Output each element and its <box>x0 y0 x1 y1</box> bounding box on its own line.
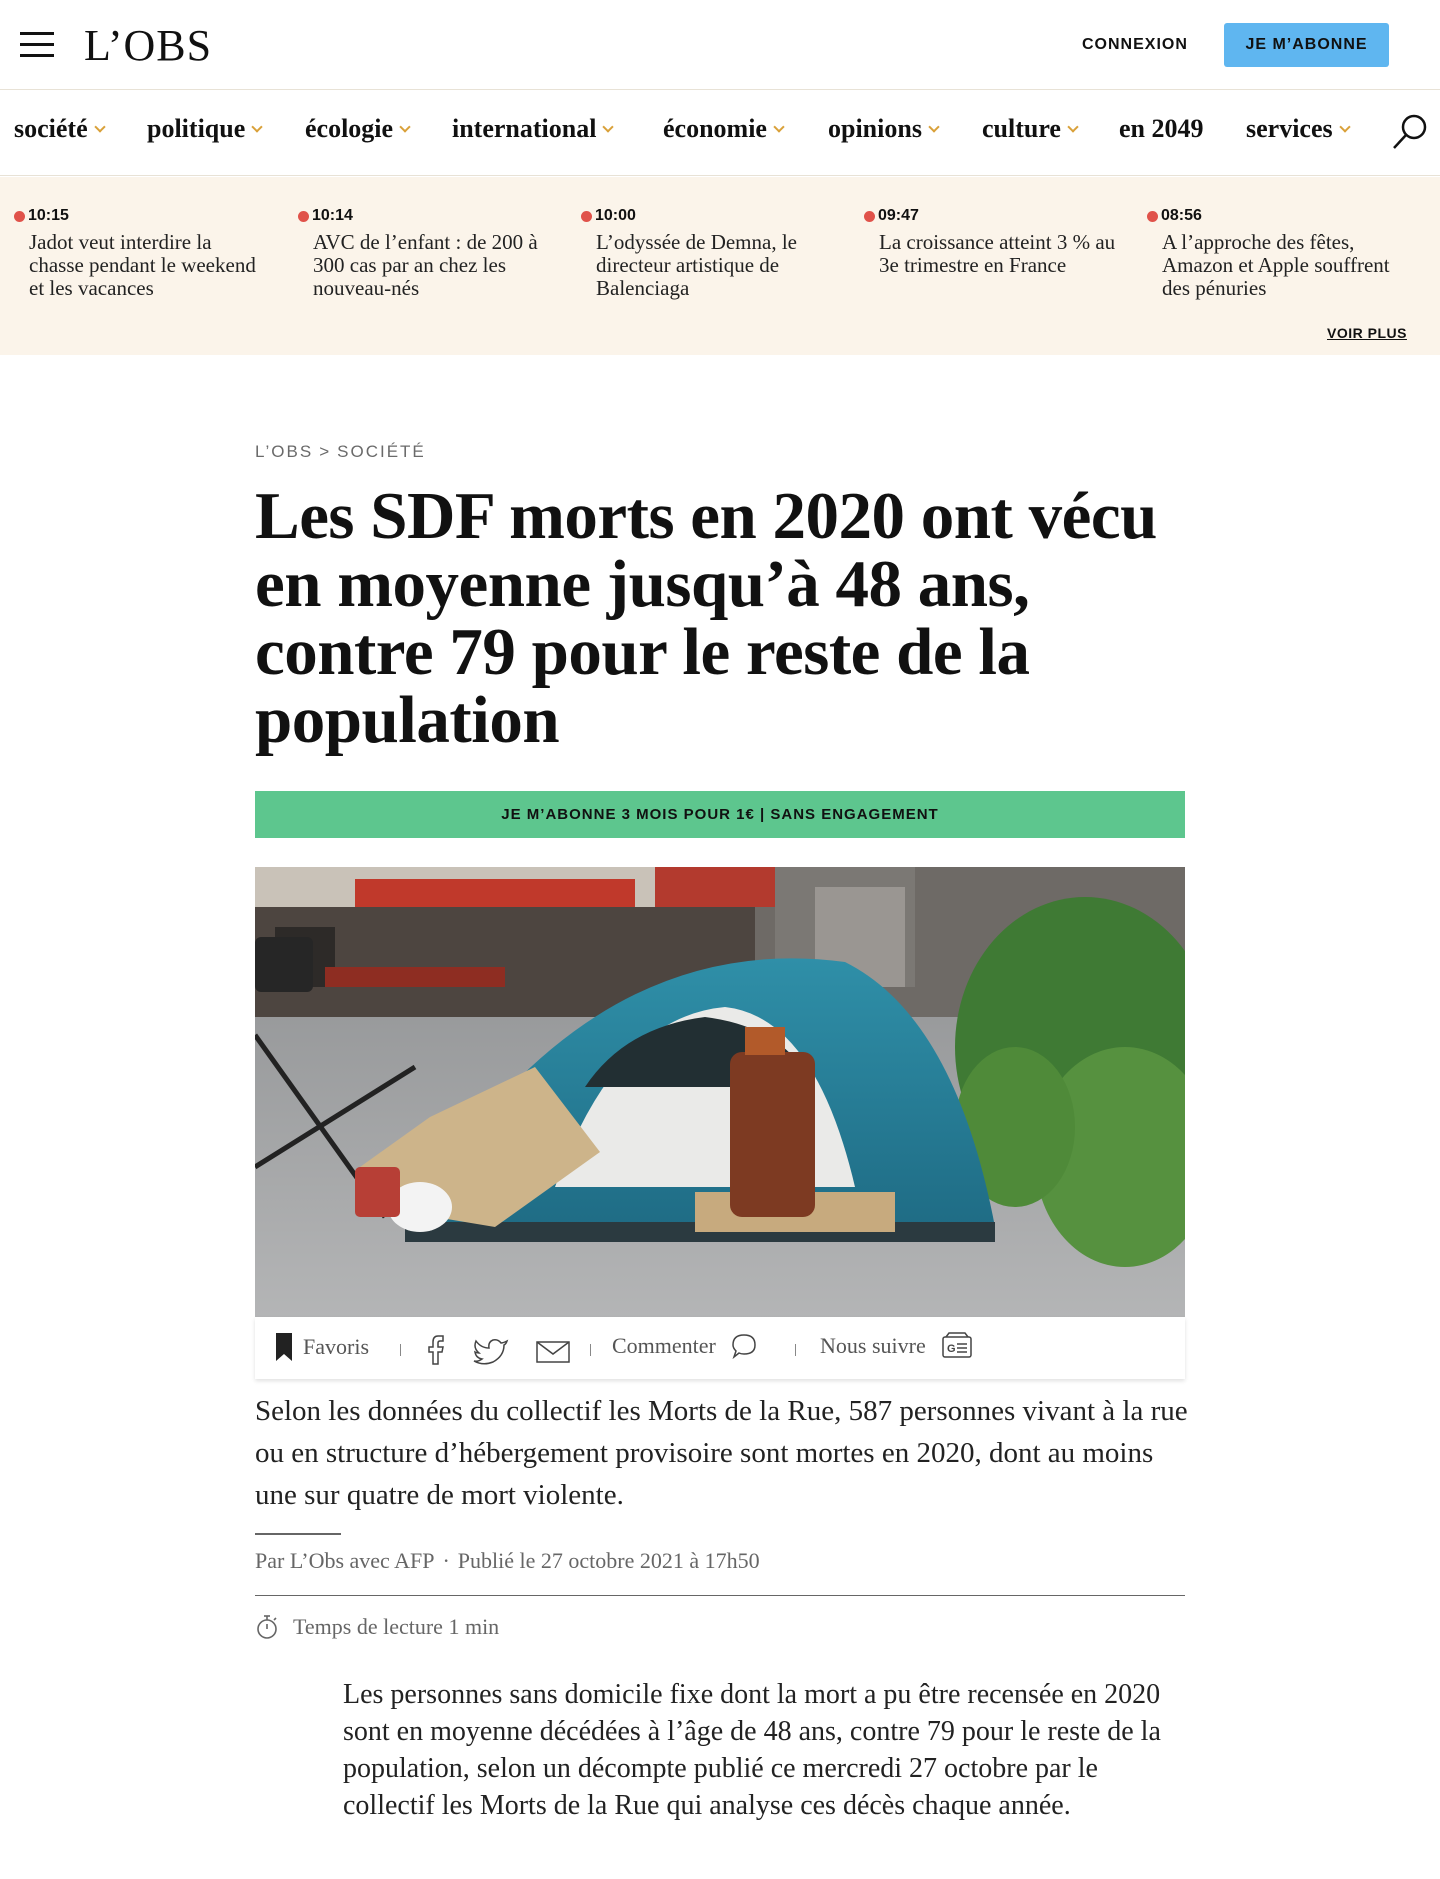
facebook-icon[interactable] <box>425 1334 445 1366</box>
article-body-paragraph: Les personnes sans domicile fixe dont la mort a pu être recensée en 2020 sont en moyenne décédées à l’âge de 48 ans, contre 79 pour le reste de la population, selon un décompte publié ce mercredi 27 octobre par le collectif les Morts de la Rue qui analyse ces décès chaque année. <box>343 1679 1161 1821</box>
follow-button[interactable] <box>820 1332 974 1360</box>
main-nav <box>0 90 1440 176</box>
nav-item-societe[interactable] <box>14 114 104 144</box>
article-photo <box>255 867 1185 1317</box>
nav-item-label: international <box>452 114 597 143</box>
comment-label: Commenter <box>612 1333 716 1358</box>
ticker-item[interactable] <box>864 207 1120 277</box>
chevron-down-icon <box>773 121 784 132</box>
ticker-time-text: 08:56 <box>1161 207 1202 224</box>
ticker-item[interactable] <box>581 207 837 300</box>
live-dot-icon <box>298 211 309 222</box>
ticker-time <box>1147 207 1403 225</box>
ticker-item[interactable] <box>14 207 270 300</box>
ticker-time-text: 09:47 <box>878 207 919 224</box>
chevron-down-icon <box>1339 121 1350 132</box>
breadcrumb-section[interactable]: SOCIÉTÉ <box>337 442 426 461</box>
share-bar <box>255 1317 1185 1379</box>
ticker-time-text: 10:15 <box>28 207 69 224</box>
nav-item-opinions[interactable] <box>828 114 938 144</box>
nav-item-label: écologie <box>305 114 394 143</box>
twitter-icon[interactable] <box>473 1337 509 1365</box>
divider <box>400 1344 401 1356</box>
divider <box>795 1344 796 1356</box>
live-dot-icon <box>864 211 875 222</box>
subscribe-button[interactable]: JE M’ABONNE <box>1224 23 1389 67</box>
stopwatch-icon <box>255 1614 279 1640</box>
reading-time <box>255 1614 499 1640</box>
divider <box>255 1595 1185 1596</box>
nav-item-ecologie[interactable] <box>305 114 409 144</box>
ticker-headline[interactable]: La croissance atteint 3 % au 3e trimestre en France <box>879 230 1116 277</box>
site-logo[interactable]: L’OBS <box>84 21 213 70</box>
ticker-item[interactable] <box>1147 207 1403 300</box>
news-ticker <box>0 177 1440 355</box>
divider <box>255 1533 341 1535</box>
live-dot-icon <box>14 211 25 222</box>
ticker-headline[interactable]: L’odyssée de Demna, le directeur artistique de Balenciaga <box>596 230 797 300</box>
byline-separator: · <box>442 1548 450 1573</box>
ticker-time <box>864 207 1120 225</box>
nav-item-economie[interactable] <box>663 114 783 144</box>
menu-icon[interactable] <box>20 32 54 58</box>
promo-subscribe-banner[interactable]: JE M’ABONNE 3 MOIS POUR 1€ | SANS ENGAGEMENT <box>255 791 1185 838</box>
ticker-time <box>581 207 837 225</box>
nav-item-international[interactable] <box>452 114 612 144</box>
nav-item-en-2049[interactable] <box>1119 114 1204 144</box>
chevron-down-icon <box>94 121 105 132</box>
ticker-headline[interactable]: A l’approche des fêtes, Amazon et Apple souffrent des pénuries <box>1162 230 1390 300</box>
ticker-time-text: 10:00 <box>595 207 636 224</box>
live-dot-icon <box>1147 211 1158 222</box>
nav-item-label: politique <box>147 114 246 143</box>
nav-item-label: en 2049 <box>1119 114 1204 143</box>
ticker-item[interactable] <box>298 207 554 300</box>
nav-item-label: société <box>14 114 88 143</box>
mail-icon[interactable] <box>536 1341 570 1363</box>
nav-item-label: culture <box>982 114 1061 143</box>
bookmark-icon <box>275 1332 293 1362</box>
login-link[interactable]: CONNEXION <box>1082 36 1188 53</box>
nav-item-label: économie <box>663 114 767 143</box>
article-lede: Selon les données du collectif les Morts de la Rue, 587 personnes vivant à la rue ou en structure d’hébergement provisoire sont mortes en 2020, dont au moins une sur quatre de mort violente. <box>255 1395 1188 1511</box>
ticker-headline[interactable]: Jadot veut interdire la chasse pendant le weekend et les vacances <box>29 230 256 300</box>
ticker-headline[interactable]: AVC de l’enfant : de 200 à 300 cas par an chez les nouveau-nés <box>313 230 538 300</box>
nav-item-culture[interactable] <box>982 114 1077 144</box>
nav-item-services[interactable] <box>1246 114 1349 144</box>
nav-item-label: services <box>1246 114 1333 143</box>
google-news-icon <box>940 1332 974 1360</box>
svg-text:G: G <box>946 1343 956 1355</box>
byline-date: Publié le 27 octobre 2021 à 17h50 <box>457 1548 760 1573</box>
nav-item-label: opinions <box>828 114 922 143</box>
breadcrumb <box>255 442 426 462</box>
comment-bubble-icon <box>730 1332 758 1360</box>
breadcrumb-separator: > <box>319 442 332 461</box>
chevron-down-icon <box>928 121 939 132</box>
see-more-link[interactable]: VOIR PLUS <box>1327 325 1407 341</box>
ticker-time <box>14 207 270 225</box>
chevron-down-icon <box>1067 121 1078 132</box>
ticker-time-text: 10:14 <box>312 207 353 224</box>
chevron-down-icon <box>252 121 263 132</box>
site-header <box>0 0 1440 90</box>
breadcrumb-home[interactable]: L’OBS <box>255 442 314 461</box>
chevron-down-icon <box>399 121 410 132</box>
follow-label: Nous suivre <box>820 1333 926 1358</box>
article-title: Les SDF morts en 2020 ont vécu en moyenne jusqu’à 48 ans, contre 79 pour le reste de la population <box>255 479 1157 757</box>
reading-time-text: Temps de lecture 1 min <box>293 1614 500 1639</box>
ticker-time <box>298 207 554 225</box>
divider <box>590 1344 591 1356</box>
byline <box>255 1548 760 1574</box>
favorites-button[interactable] <box>275 1332 369 1362</box>
search-icon[interactable] <box>1390 112 1430 152</box>
byline-author: Par L’Obs avec AFP <box>255 1548 435 1573</box>
nav-item-politique[interactable] <box>147 114 261 144</box>
chevron-down-icon <box>603 121 614 132</box>
live-dot-icon <box>581 211 592 222</box>
favorites-label: Favoris <box>303 1334 369 1359</box>
comment-button[interactable] <box>612 1332 758 1360</box>
